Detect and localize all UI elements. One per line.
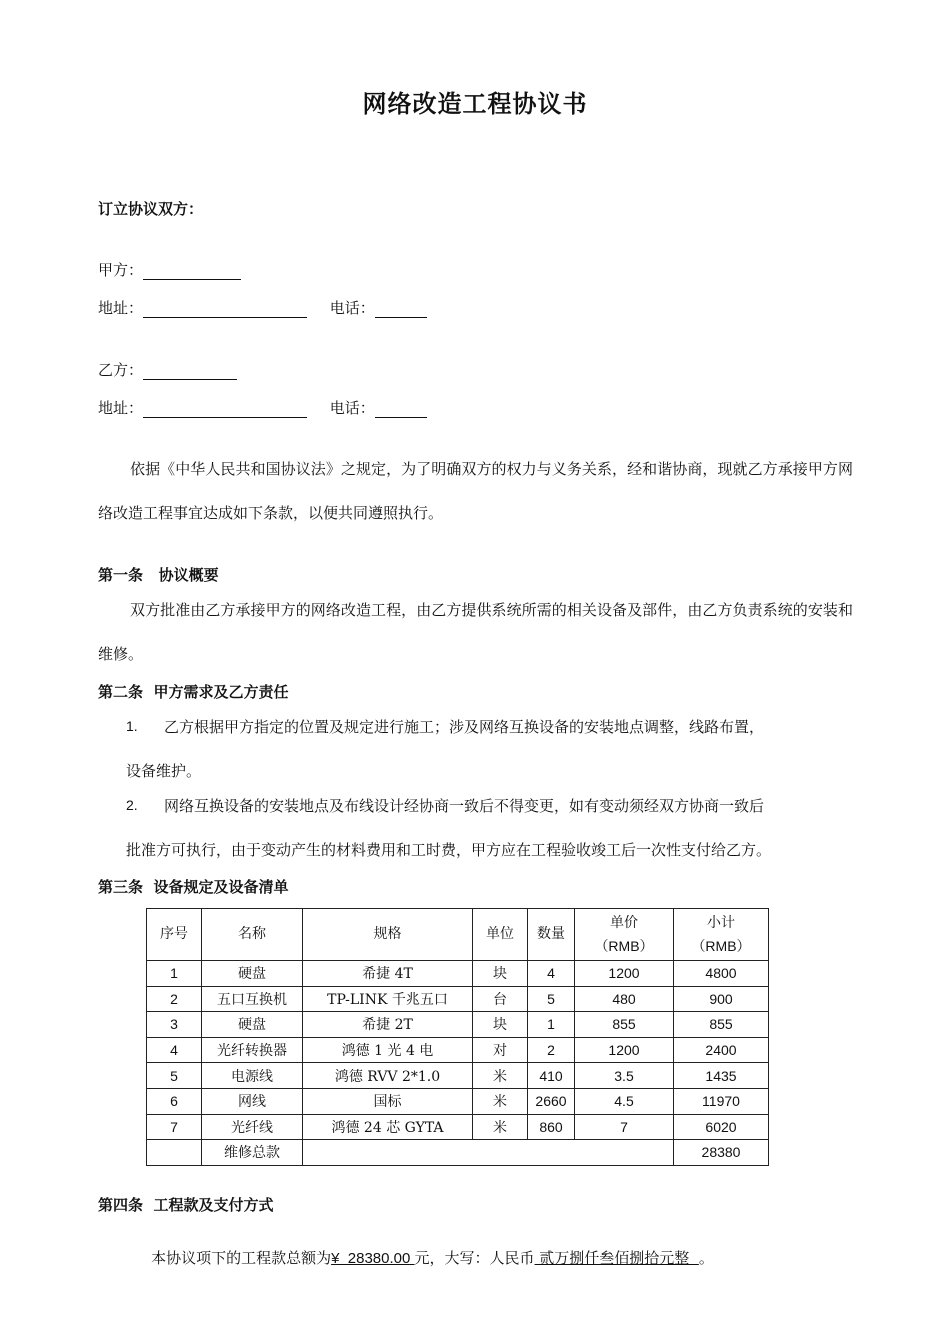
table-total-row bbox=[147, 1140, 769, 1166]
article-2-heading: 第二条 甲方需求及乙方责任 bbox=[98, 683, 289, 701]
cell-qty: 410 bbox=[528, 1063, 575, 1089]
cell-subtotal: 855 bbox=[674, 1012, 769, 1038]
table-row bbox=[147, 1088, 769, 1114]
cell-subtotal: 6020 bbox=[674, 1114, 769, 1140]
table-header-row bbox=[147, 909, 769, 961]
header-subtotal-label: 小计 bbox=[707, 914, 735, 931]
total-empty-cell bbox=[147, 1140, 202, 1166]
total-label-cell: 维修总款 bbox=[202, 1140, 303, 1166]
article-3-heading: 第三条 设备规定及设备清单 bbox=[98, 878, 289, 896]
cell-unit: 块 bbox=[473, 1012, 528, 1038]
table-row bbox=[147, 986, 769, 1012]
cell-name: 五口互换机 bbox=[202, 986, 303, 1012]
header-cell-unit: 单位 bbox=[473, 909, 528, 961]
party-a-phone-label: 电话： bbox=[329, 299, 375, 317]
equipment-table bbox=[146, 908, 769, 1166]
article-2-item-1-line-2: 设备维护。 bbox=[126, 762, 202, 780]
table-row bbox=[147, 1012, 769, 1038]
cell-spec: 鸿德 1 光 4 电 bbox=[303, 1037, 473, 1063]
cell-name: 网线 bbox=[202, 1088, 303, 1114]
payment-text-end: 。 bbox=[698, 1249, 714, 1267]
cell-spec: 国标 bbox=[303, 1088, 473, 1114]
cell-qty: 5 bbox=[528, 986, 575, 1012]
article-4-heading: 第四条 工程款及支付方式 bbox=[98, 1196, 274, 1214]
table-row bbox=[147, 1114, 769, 1140]
party-b-row bbox=[98, 359, 237, 380]
header-cell-name: 名称 bbox=[202, 909, 303, 961]
header-cell-qty: 数量 bbox=[528, 909, 575, 961]
cell-name: 光纤转换器 bbox=[202, 1037, 303, 1063]
party-a-label: 甲方： bbox=[98, 261, 144, 279]
cell-unit: 米 bbox=[473, 1063, 528, 1089]
party-b-address-row bbox=[98, 397, 427, 418]
cell-unit-price: 7 bbox=[575, 1114, 674, 1140]
cell-spec: 希捷 2T bbox=[303, 1012, 473, 1038]
party-b-name-blank bbox=[143, 364, 237, 380]
cell-index: 2 bbox=[147, 986, 202, 1012]
payment-text-pre: 本协议项下的工程款总额为 bbox=[151, 1249, 332, 1267]
cell-qty: 2660 bbox=[528, 1088, 575, 1114]
header-cell-spec: 规格 bbox=[303, 909, 473, 961]
cell-subtotal: 2400 bbox=[674, 1037, 769, 1063]
payment-amount: ¥ 28380.00 bbox=[331, 1250, 415, 1267]
cell-spec: TP-LINK 千兆五口 bbox=[303, 986, 473, 1012]
article-2-item-1-line-1: 乙方根据甲方指定的位置及规定进行施工；涉及网络互换设备的安装地点调整，线路布置， bbox=[164, 718, 765, 736]
cell-subtotal: 11970 bbox=[674, 1088, 769, 1114]
article-2-item-1-number: 1. bbox=[126, 718, 138, 734]
cell-qty: 2 bbox=[528, 1037, 575, 1063]
cell-unit: 台 bbox=[473, 986, 528, 1012]
table-row bbox=[147, 1037, 769, 1063]
header-unit-price-label: 单价 bbox=[610, 914, 638, 931]
intro-paragraph: 依据《中华人民共和国协议法》之规定，为了明确双方的权力与义务关系，经和谐协商，现就乙方承接甲方网络改造工程事宜达成如下条款，以便共同遵照执行。 bbox=[98, 460, 853, 522]
header-unit-price-currency: （RMB） bbox=[594, 937, 654, 954]
cell-index: 5 bbox=[147, 1063, 202, 1089]
table-row bbox=[147, 961, 769, 987]
cell-subtotal: 1435 bbox=[674, 1063, 769, 1089]
cell-unit: 块 bbox=[473, 961, 528, 987]
cell-qty: 4 bbox=[528, 961, 575, 987]
article-2-item-2-number: 2. bbox=[126, 797, 138, 813]
article-1-heading: 第一条 协议概要 bbox=[98, 566, 219, 584]
document-title: 网络改造工程协议书 bbox=[362, 90, 588, 118]
cell-unit: 对 bbox=[473, 1037, 528, 1063]
cell-spec: 鸿德 24 芯 GYTA bbox=[303, 1114, 473, 1140]
cell-unit-price: 1200 bbox=[575, 961, 674, 987]
cell-unit-price: 855 bbox=[575, 1012, 674, 1038]
party-a-name-blank bbox=[143, 264, 241, 280]
cell-name: 电源线 bbox=[202, 1063, 303, 1089]
cell-name: 光纤线 bbox=[202, 1114, 303, 1140]
party-b-phone-blank bbox=[375, 402, 427, 418]
cell-qty: 1 bbox=[528, 1012, 575, 1038]
cell-index: 3 bbox=[147, 1012, 202, 1038]
cell-index: 7 bbox=[147, 1114, 202, 1140]
parties-heading: 订立协议双方： bbox=[98, 200, 204, 218]
party-a-address-label: 地址： bbox=[98, 299, 144, 317]
payment-text-mid: 元，大写：人民币 bbox=[414, 1249, 535, 1267]
total-span-cell bbox=[303, 1140, 674, 1166]
table-row bbox=[147, 1063, 769, 1089]
party-b-phone-label: 电话： bbox=[329, 399, 375, 417]
cell-spec: 希捷 4T bbox=[303, 961, 473, 987]
article-2-item-2-line-2: 批准方可执行，由于变动产生的材料费用和工时费，甲方应在工程验收竣工后一次性支付给乙方。 bbox=[126, 841, 772, 859]
header-subtotal-currency: （RMB） bbox=[691, 937, 751, 954]
party-b-address-label: 地址： bbox=[98, 399, 144, 417]
article-1-text: 双方批准由乙方承接甲方的网络改造工程，由乙方提供系统所需的相关设备及部件，由乙方负责系统的安装和维修。 bbox=[98, 601, 853, 663]
party-a-address-blank bbox=[143, 302, 307, 318]
cell-name: 硬盘 bbox=[202, 961, 303, 987]
party-a-phone-blank bbox=[375, 302, 427, 318]
header-cell-index: 序号 bbox=[147, 909, 202, 961]
header-cell-unit-price bbox=[575, 909, 674, 961]
cell-name: 硬盘 bbox=[202, 1012, 303, 1038]
cell-unit-price: 480 bbox=[575, 986, 674, 1012]
total-value-cell: 28380 bbox=[674, 1140, 769, 1166]
cell-unit-price: 3.5 bbox=[575, 1063, 674, 1089]
cell-unit: 米 bbox=[473, 1088, 528, 1114]
cell-subtotal: 900 bbox=[674, 986, 769, 1012]
cell-index: 1 bbox=[147, 961, 202, 987]
cell-subtotal: 4800 bbox=[674, 961, 769, 987]
article-4-text bbox=[132, 1229, 714, 1286]
header-cell-subtotal bbox=[674, 909, 769, 961]
cell-index: 4 bbox=[147, 1037, 202, 1063]
cell-unit-price: 4.5 bbox=[575, 1088, 674, 1114]
party-a-row bbox=[98, 259, 241, 280]
cell-spec: 鸿德 RVV 2*1.0 bbox=[303, 1063, 473, 1089]
party-b-label: 乙方： bbox=[98, 361, 144, 379]
cell-unit-price: 1200 bbox=[575, 1037, 674, 1063]
cell-index: 6 bbox=[147, 1088, 202, 1114]
party-b-address-blank bbox=[143, 402, 307, 418]
party-a-address-row bbox=[98, 297, 427, 318]
payment-amount-words: 贰万捌仟叁佰捌拾元整 bbox=[534, 1249, 699, 1267]
article-2-item-2-line-1: 网络互换设备的安装地点及布线设计经协商一致后不得变更，如有变动须经双方协商一致后 bbox=[164, 797, 765, 815]
cell-qty: 860 bbox=[528, 1114, 575, 1140]
cell-unit: 米 bbox=[473, 1114, 528, 1140]
